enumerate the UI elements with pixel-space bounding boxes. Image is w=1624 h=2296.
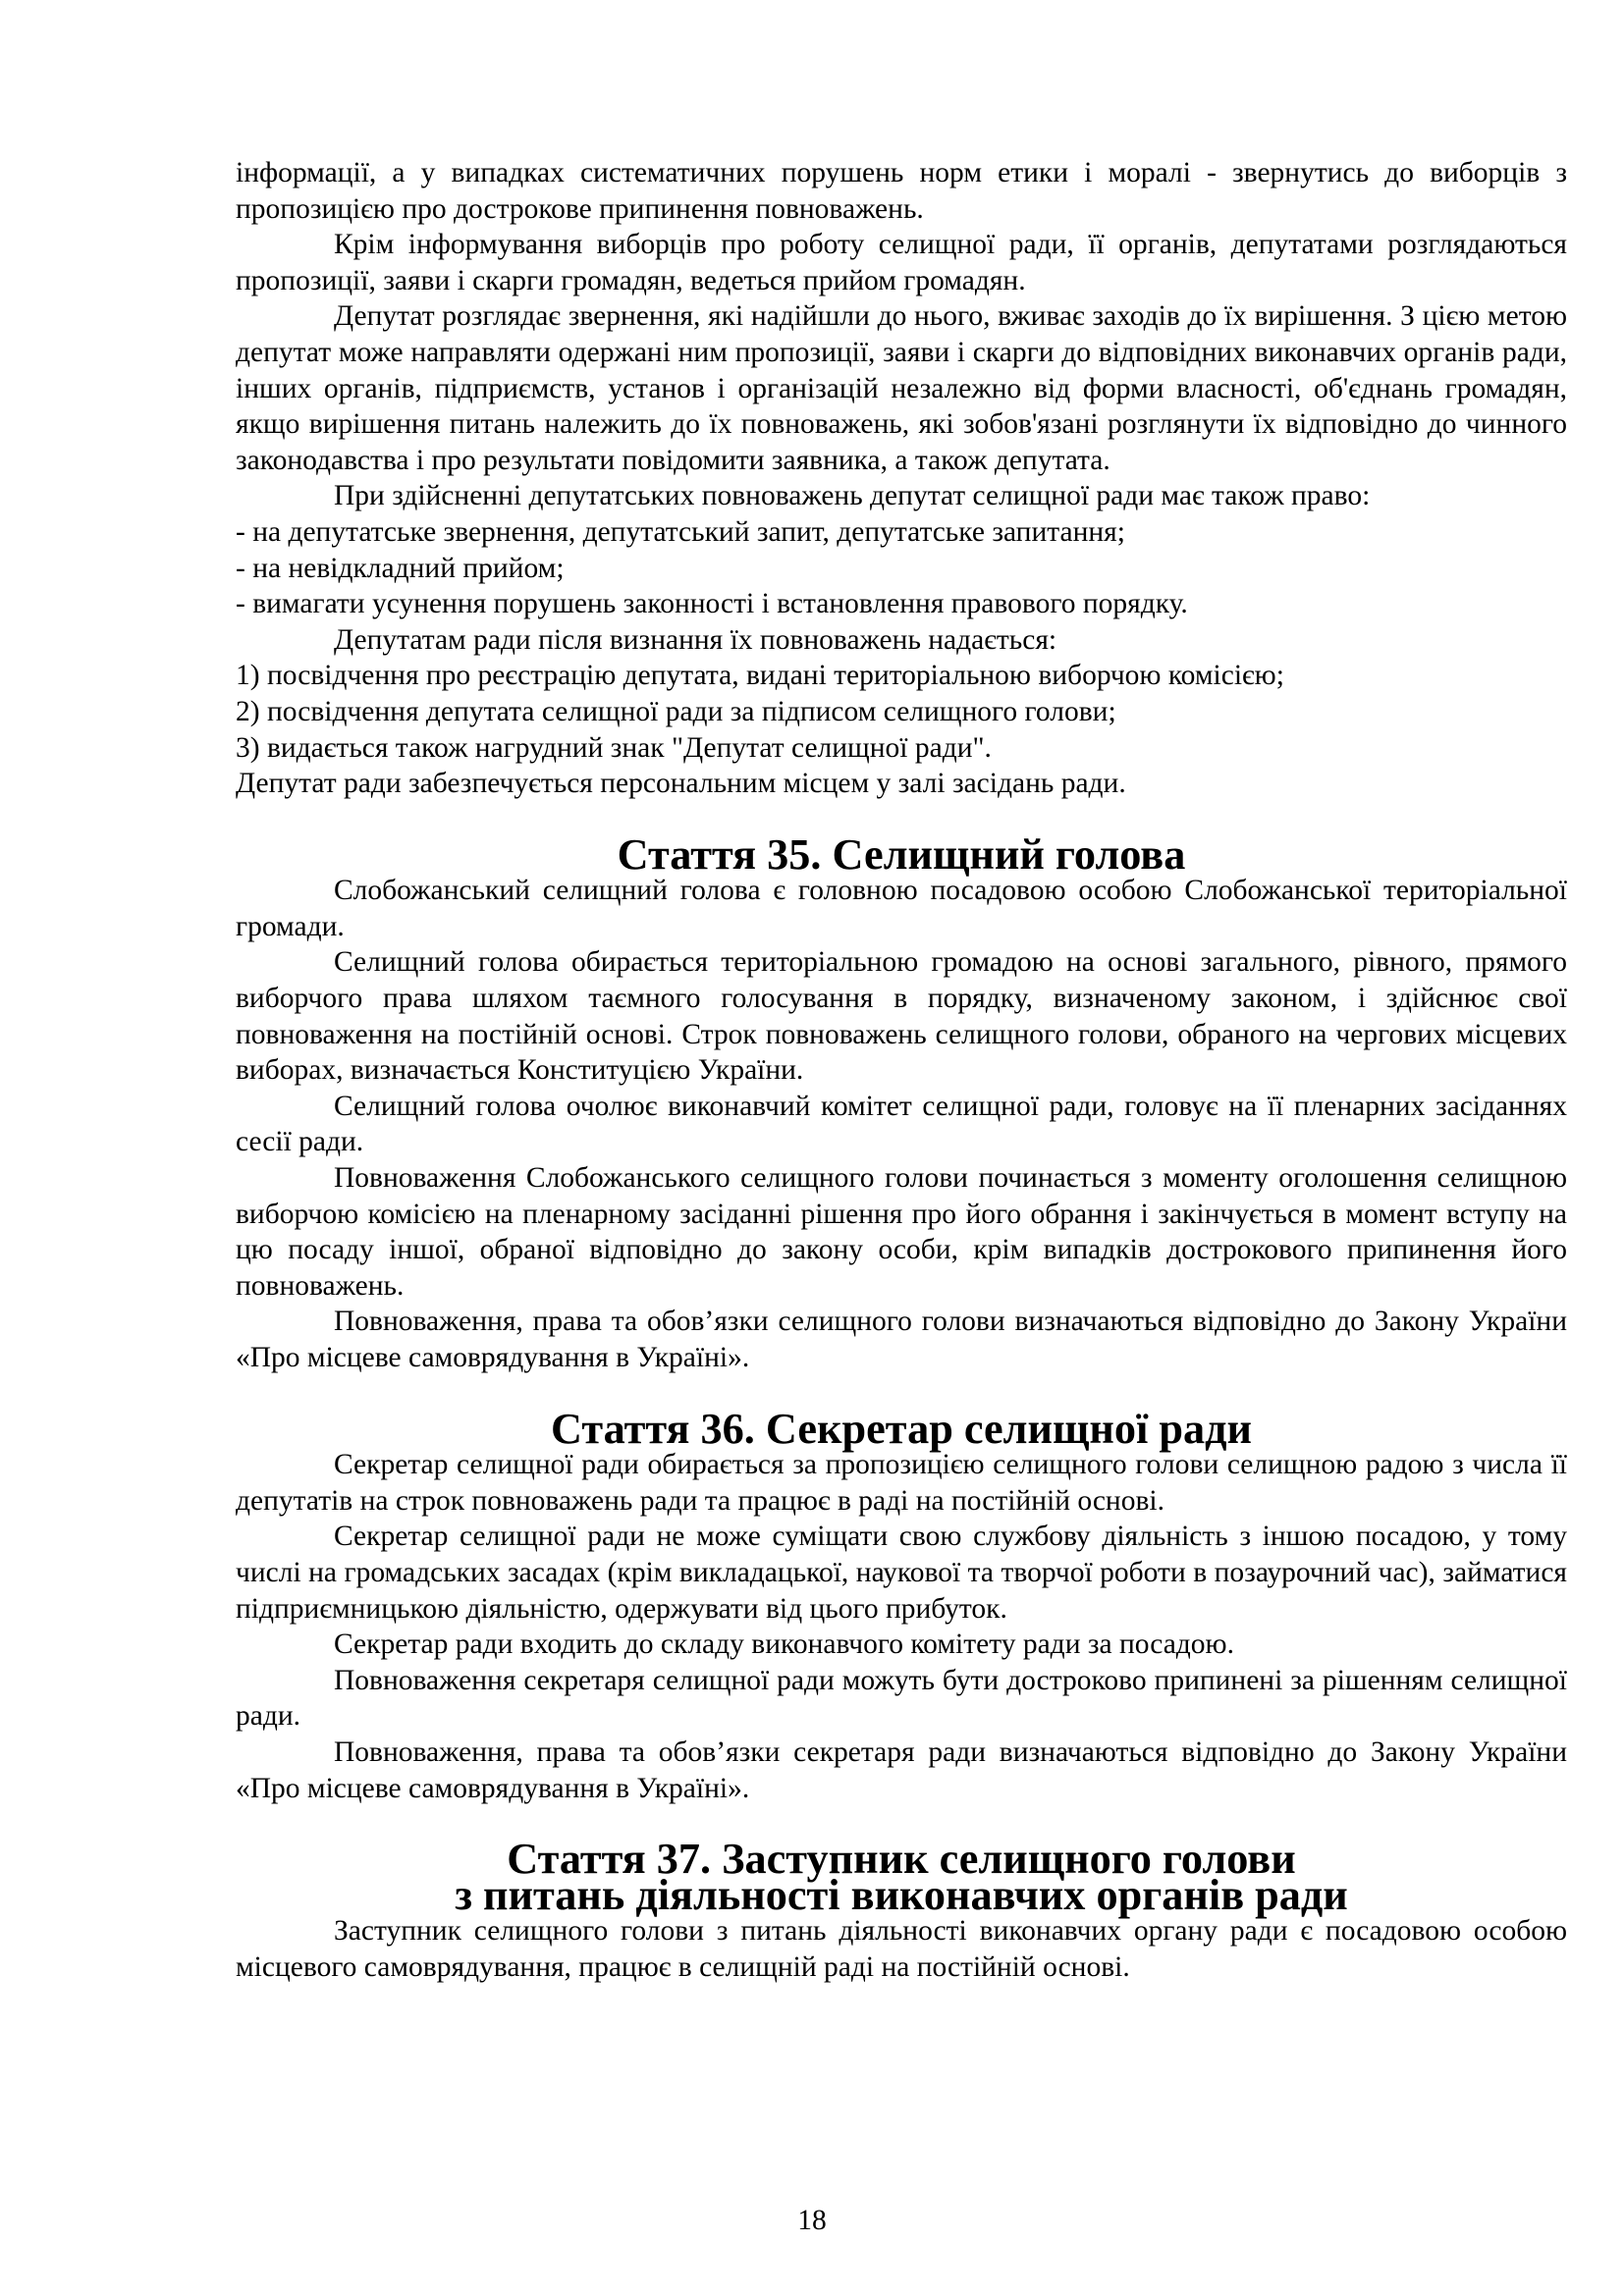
page-number: 18 <box>797 2205 827 2236</box>
paragraph: Повноваження, права та обов’язки селищного голови визначаються відповідно до Закону України «Про місцеве самоврядування в Україні». <box>236 1306 1567 1373</box>
paragraph: Секретар селищної ради не може суміщати свою службову діяльність з іншою посадою, у тому числі на громадських засадах (крім викладацької, наукової та творчої роботи в позаурочний час), займатися підприємницькою діяльністю, одержувати від цього прибуток. <box>236 1521 1567 1625</box>
paragraph: Слобожанський селищний голова є головною посадовою особою Слобожанської територіальної громади. <box>236 875 1567 942</box>
paragraph: Секретар ради входить до складу виконавчого комітету ради за посадою. <box>334 1629 1234 1661</box>
article-heading: Стаття 37. Заступник селищного голови <box>507 1835 1296 1884</box>
list-item: - вимагати усунення порушень законності і встановлення правового порядку. <box>236 588 1188 620</box>
list-item: 3) видається також нагрудний знак "Депутат селищної ради". <box>236 731 992 764</box>
paragraph: Депутат ради забезпечується персональним місцем у залі засідань ради. <box>236 768 1126 800</box>
paragraph: Повноваження Слобожанського селищного голови починається з моменту оголошення селищною виборчою комісією на пленарному засіданні рішення про його обрання і закінчується в момент вступу на цю посаду іншої, обраної відповідно до закону особи, крім випадків дострокового припинення його повноважень. <box>236 1162 1567 1302</box>
paragraph: інформації, а у випадках систематичних порушень норм етики і моралі - звернутись до виборців з пропозицією про дострокове припинення повноважень. <box>236 157 1567 225</box>
paragraph: Селищний голова обирається територіальною громадою на основі загального, рівного, прямого виборчого права шляхом таємного голосування в порядку, визначеному законом, і здійснює свої повноваження на постійній основі. Строк повноважень селищного голови, обраного на чергових місцевих виборах, визначається Конституцією України. <box>236 946 1567 1087</box>
paragraph: При здійсненні депутатських повноважень депутат селищної ради має також право: <box>334 480 1371 512</box>
paragraph: Селищний голова очолює виконавчий комітет селищної ради, головує на її пленарних засіданнях сесії ради. <box>236 1090 1567 1158</box>
paragraph: Повноваження секретаря селищної ради можуть бути достроково припинені за рішенням селищної ради. <box>236 1664 1567 1733</box>
list-item: - на депутатське звернення, депутатський запит, депутатське запитання; <box>236 515 1125 548</box>
article-heading-continued: з питань діяльності виконавчих органів ради <box>455 1870 1348 1919</box>
paragraph: Депутат розглядає звернення, які надійшли до нього, вживає заходів до їх вирішення. З цією метою депутат може направляти одержані ним пропозиції, заяви і скарги до відповідних виконавчих органів ради, інших органів, підприємств, установ і організацій незалежно від форми власності, об'єднань громадян, якщо вирішення питань належить до їх повноважень, які зобов'язані розглянути їх відповідно до чинного законодавства і про результати повідомити заявника, а також депутата. <box>236 300 1567 476</box>
list-item: 1) посвідчення про реєстрацію депутата, видані територіальною виборчою комісією; <box>236 660 1284 692</box>
document-page <box>236 155 1567 1986</box>
paragraph: Секретар селищної ради обирається за пропозицією селищного голови селищною радою з числа її депутатів на строк повноважень ради та працює в раді на постійній основі. <box>236 1449 1567 1517</box>
paragraph: Депутатам ради після визнання їх повноважень надається: <box>334 623 1057 656</box>
paragraph: Заступник селищного голови з питань діяльності виконавчих органу ради є посадовою особою місцевого самоврядування, працює в селищній раді на постійній основі. <box>236 1915 1567 1983</box>
paragraph: Повноваження, права та обов’язки секретаря ради визначаються відповідно до Закону України «Про місцеве самоврядування в Україні». <box>236 1735 1567 1804</box>
paragraph: Крім інформування виборців про роботу селищної ради, її органів, депутатами розглядаються пропозиції, заяви і скарги громадян, ведеться прийом громадян. <box>236 229 1567 296</box>
article-heading: Стаття 36. Секретар селищної ради <box>551 1404 1252 1453</box>
list-item: 2) посвідчення депутата селищної ради за підписом селищного голови; <box>236 695 1116 727</box>
list-item: - на невідкладний прийом; <box>236 552 565 584</box>
article-heading: Стаття 35. Селищний голова <box>617 829 1186 879</box>
